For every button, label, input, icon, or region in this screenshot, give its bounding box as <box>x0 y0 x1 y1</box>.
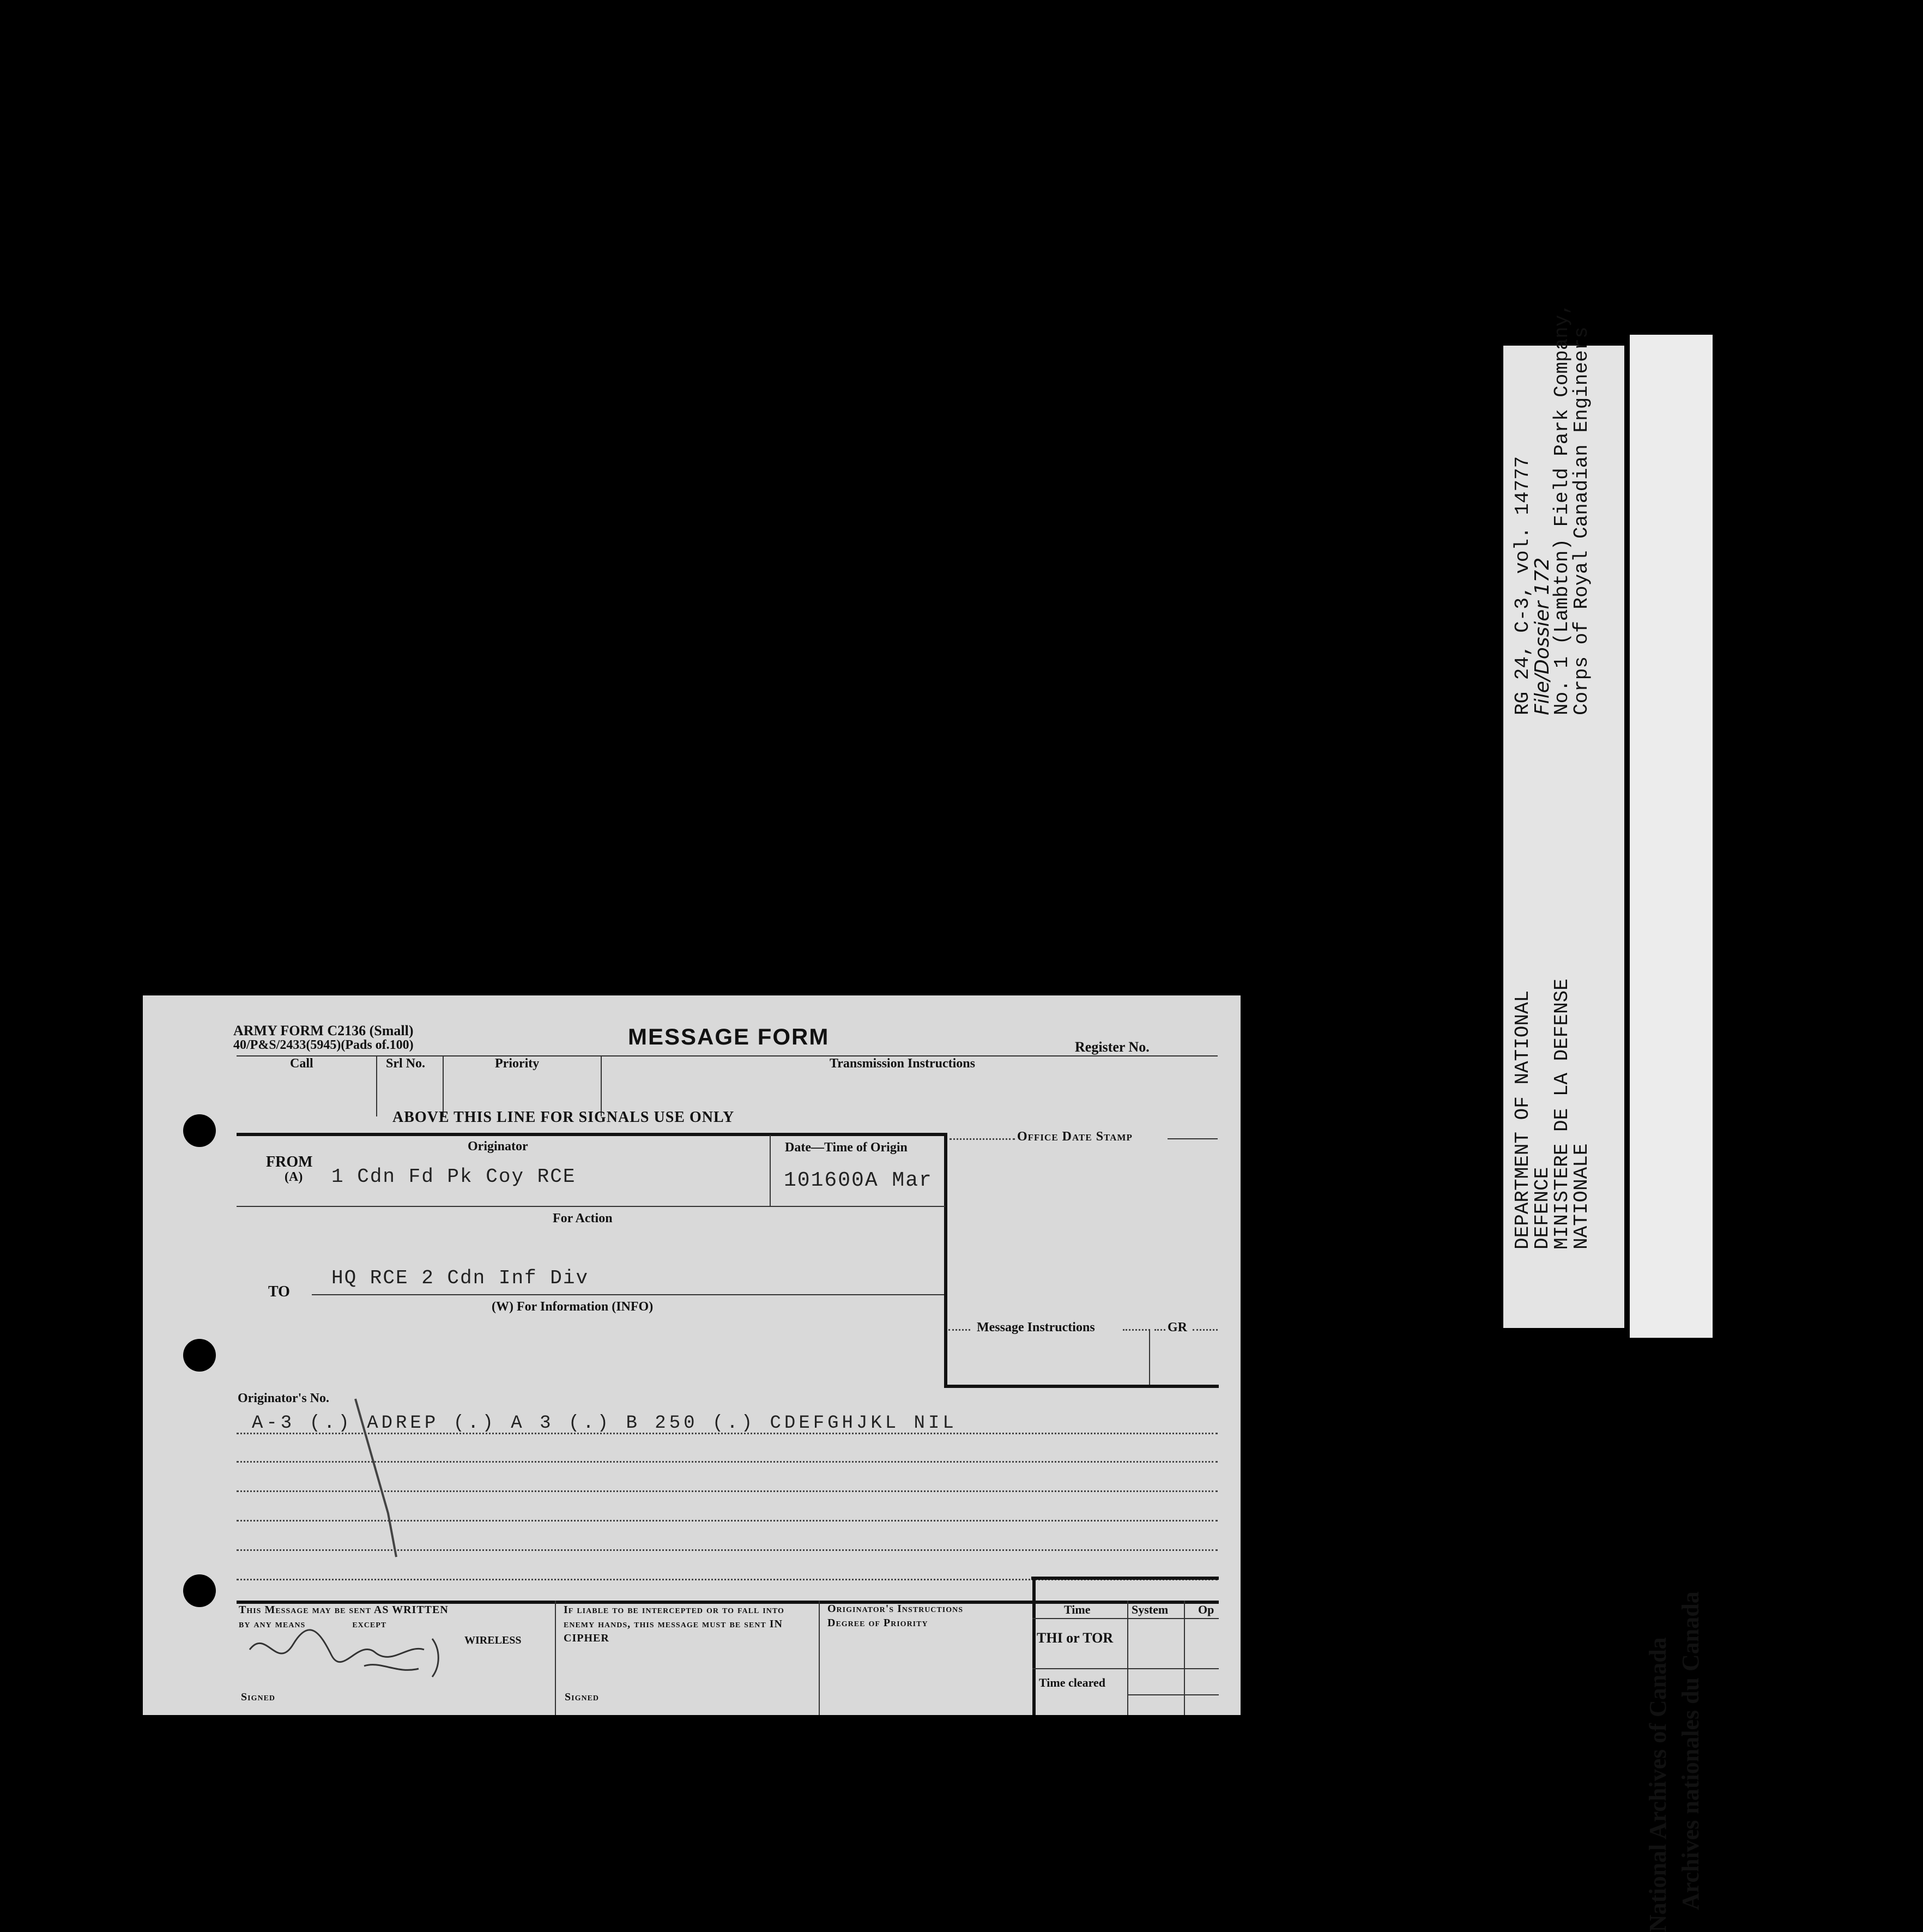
punch-hole <box>183 1114 216 1147</box>
form-title: MESSAGE FORM <box>628 1024 830 1049</box>
dept-line-3: MINISTERE DE LA DEFENSE <box>1551 979 1573 1249</box>
originators-instructions-label: Originator's Instructions <box>827 1603 963 1615</box>
dept-line-4: NATIONALE <box>1570 1143 1593 1249</box>
signals-use-only-label: ABOVE THIS LINE FOR SIGNALS USE ONLY <box>392 1109 735 1126</box>
call-label: Call <box>290 1056 313 1071</box>
pencil-mark <box>350 1393 415 1579</box>
thi-tor-label: THI or TOR <box>1037 1630 1114 1646</box>
to-label: TO <box>268 1283 290 1300</box>
for-action-label: For Action <box>553 1211 613 1225</box>
system-label: System <box>1132 1603 1169 1616</box>
degree-of-priority-label: Degree of Priority <box>827 1617 928 1629</box>
message-text: A-3 (.) ADREP (.) A 3 (.) B 250 (.) CDEFGHJKL NIL <box>252 1413 957 1434</box>
priority-label: Priority <box>495 1056 540 1071</box>
record-group-ref: RG 24, C-3, vol. 14777 <box>1511 456 1534 715</box>
army-form-label: ARMY FORM C2136 (Small) <box>233 1023 414 1039</box>
from-sub-label: (A) <box>285 1170 303 1184</box>
dept-line-1: DEPARTMENT OF NATIONAL <box>1511 990 1534 1249</box>
wireless-label: WIRELESS <box>464 1634 522 1646</box>
unit-name: No. 1 (Lambton) Field Park Company, <box>1551 303 1573 715</box>
punch-hole <box>183 1339 216 1372</box>
handwritten-scribble <box>244 1622 451 1682</box>
except-label: except <box>352 1618 387 1630</box>
register-no-label: Register No. <box>1075 1039 1150 1055</box>
signed-label: Signed <box>241 1691 276 1703</box>
gr-label: GR <box>1168 1320 1187 1335</box>
srl-no-label: Srl No. <box>386 1056 425 1071</box>
for-information-label: (W) For Information (INFO) <box>492 1300 654 1314</box>
from-label: FROM <box>266 1154 313 1170</box>
originator-value: 1 Cdn Fd Pk Coy RCE <box>331 1166 576 1188</box>
corps-name: Corps of Royal Canadian Engineers <box>1570 327 1593 715</box>
transmission-instructions-label: Transmission Instructions <box>830 1056 975 1071</box>
archive-reference-strip <box>1503 303 1624 1328</box>
message-instructions-label: Message Instructions <box>977 1320 1095 1335</box>
file-dossier-handwritten: File/Dossier 172 <box>1531 557 1553 715</box>
punch-hole <box>183 1574 216 1607</box>
sent-as-written-label: This Message may be sent AS WRITTEN <box>239 1604 449 1616</box>
originator-label: Originator <box>468 1139 528 1154</box>
signed-label: Signed <box>565 1691 600 1703</box>
time-cleared-label: Time cleared <box>1039 1676 1105 1689</box>
cipher-instruction: If liable to be intercepted or to fall into enemy hands, this message must be sent IN CIPHER <box>564 1604 784 1644</box>
printing-code: 40/P&S/2433(5945)(Pads of.100) <box>233 1038 414 1052</box>
archives-logo-strip <box>1630 335 1713 1932</box>
originators-no-label: Originator's No. <box>238 1391 329 1405</box>
date-time-origin-value: 101600A Mar <box>784 1169 933 1192</box>
to-value: HQ RCE 2 Cdn Inf Div <box>331 1267 589 1289</box>
date-time-origin-label: Date—Time of Origin <box>785 1140 908 1155</box>
archives-name-en: National Archives of Canada <box>1644 1637 1671 1932</box>
office-date-stamp-label: Office Date Stamp <box>1017 1130 1133 1144</box>
message-form-card <box>143 995 1241 1715</box>
op-label: Op <box>1198 1603 1214 1616</box>
time-label: Time <box>1064 1603 1091 1616</box>
archives-name-fr: Archives nationales du Canada <box>1677 1591 1704 1910</box>
dept-line-2: DEFENCE <box>1531 1167 1553 1249</box>
by-any-means-label: by any means <box>239 1618 306 1630</box>
